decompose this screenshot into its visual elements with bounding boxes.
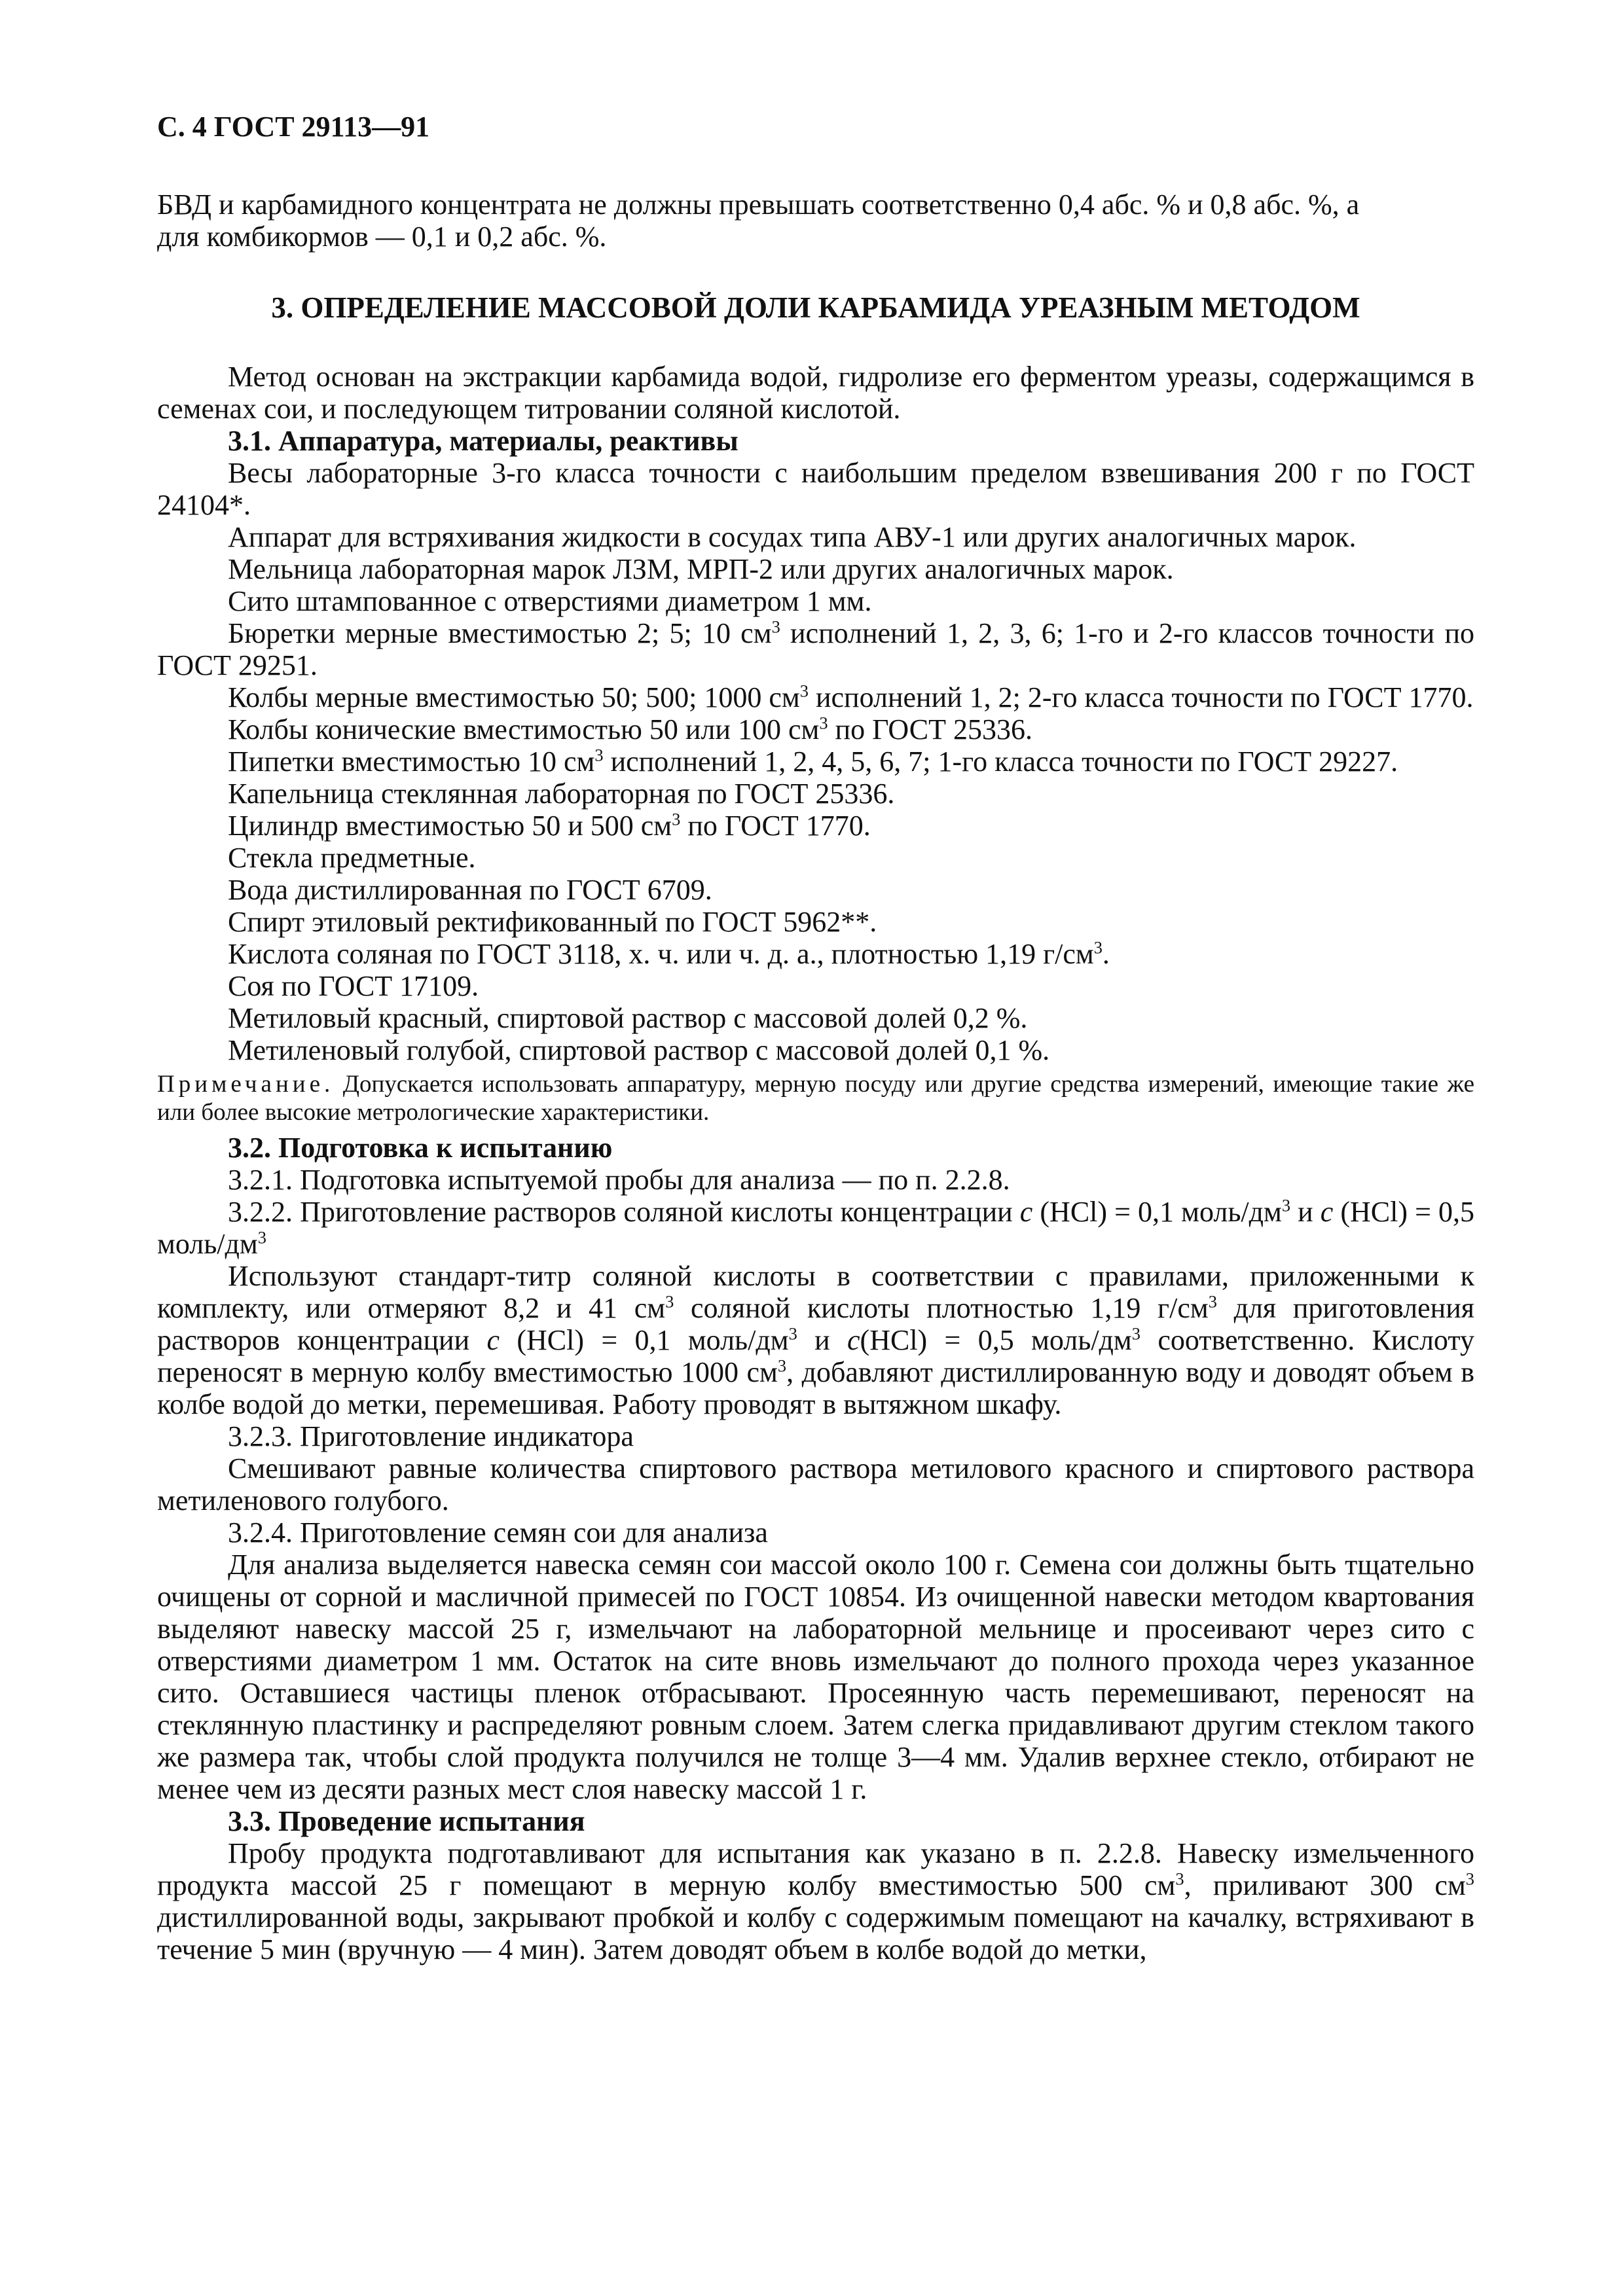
equipment-item: Весы лабораторные 3-го класса точности с наибольшим пределом взвешивания 200 г по ГОСТ 24104*. — [157, 457, 1474, 521]
equipment-item: Колбы конические вместимостью 50 или 100 $см^3$ по ГОСТ 25336. — [228, 713, 1032, 745]
equipment-item: Метиловый красный, спиртовой раствор с массовой долей 0,2 %. — [228, 1002, 1028, 1034]
note-paragraph — [157, 1070, 1474, 1126]
method-paragraph: Метод основан на экстракции карбамида водой, гидролизе его ферментом уреазы, содержащимся в семенах сои, и последующем титровании соляной кислотой. — [157, 361, 1474, 425]
clause-3-2-2-text: Используют стандарт-титр соляной кислоты в соответствии с правилами, приложенными к комплекту, или отмеряют 8,2 и 41 $см^3$ соляной кислоты плотностью 1,19 $г/см^3$ для приготовления растворов концентрации c (HCl) = 0,1 моль/$дм^3$ и c(HCl) = 0,5 моль/$дм^3$ соответственно. Кислоту переносят в мерную колбу вместимостью 1000 $см^3$, добавляют дистиллированную воду и доводят объем в колбе водой до метки, перемешивая. Работу проводят в вытяжном шкафу. — [157, 1260, 1475, 1420]
page-header: С. 4 ГОСТ 29113—91 — [157, 111, 430, 143]
note-label: Примечание. — [157, 1071, 335, 1098]
equipment-item: Соя по ГОСТ 17109. — [228, 970, 479, 1002]
clause-3-2-2: 3.2.2. Приготовление растворов соляной кислоты концентрации c (HCl) = 0,1 моль/$дм^3$ и c (HCl) = 0,5 моль/$дм^3$ — [157, 1195, 1475, 1260]
equipment-item: Кислота соляная по ГОСТ 3118, х. ч. или ч. д. а., плотностью 1,19 $г/см^3$. — [228, 937, 1110, 970]
clause-3-2-3-text: Смешивают равные количества спиртового раствора метилового красного и спиртового раствора метиленового голубого. — [157, 1452, 1474, 1516]
equipment-item: Метиленовый голубой, спиртовой раствор с массовой долей 0,1 %. — [228, 1034, 1050, 1066]
intro-line-1: БВД и карбамидного концентрата не должны превышать соответственно 0,4 абс. % и 0,8 абс. %, а — [157, 188, 1360, 221]
clause-3-2-1: 3.2.1. Подготовка испытуемой пробы для анализа — по п. 2.2.8. — [228, 1164, 1010, 1196]
equipment-item: Колбы мерные вместимостью 50; 500; 1000 $см^3$ исполнений 1, 2; 2-го класса точности по ГОСТ 1770. — [228, 681, 1474, 713]
section-3-1-title: 3.1. Аппаратура, материалы, реактивы — [228, 425, 739, 457]
page-content — [157, 188, 1474, 1965]
equipment-item: Вода дистиллированная по ГОСТ 6709. — [228, 874, 712, 906]
clause-3-3-text: Пробу продукта подготавливают для испытания как указано в п. 2.2.8. Навеску измельченного продукта массой 25 г помещают в мерную колбу вместимостью 500 $см^3$, приливают 300 $см^3$ дистиллированной воды, закрывают пробкой и колбу с содержимым помещают на качалку, встряхивают в течение 5 мин (вручную — 4 мин). Затем доводят объем в колбе водой до метки, — [157, 1837, 1474, 1965]
note-text: Допускается использовать аппаратуру, мерную посуду или другие средства измерений, имеющие такие же или более высокие метрологические характеристики. — [157, 1071, 1474, 1126]
clause-3-2-3: 3.2.3. Приготовление индикатора — [228, 1420, 634, 1452]
clause-3-2-4: 3.2.4. Приготовление семян сои для анализа — [228, 1516, 768, 1549]
section-3-3-title: 3.3. Проведение испытания — [228, 1805, 585, 1837]
equipment-item: Бюретки мерные вместимостью 2; 5; 10 $см^3$ исполнений 1, 2, 3, 6; 1-го и 2-го классов точности по ГОСТ 29251. — [157, 617, 1474, 681]
section-3-2-title: 3.2. Подготовка к испытанию — [228, 1132, 613, 1164]
section-3-title: 3. ОПРЕДЕЛЕНИЕ МАССОВОЙ ДОЛИ КАРБАМИДА УРЕАЗНЫМ МЕТОДОМ — [271, 291, 1360, 324]
equipment-item: Сито штампованное с отверстиями диаметром 1 мм. — [228, 585, 872, 617]
equipment-item: Стекла предметные. — [228, 842, 476, 874]
equipment-item: Спирт этиловый ректификованный по ГОСТ 5962**. — [228, 906, 877, 938]
intro-line-2: для комбикормов — 0,1 и 0,2 абс. %. — [157, 221, 607, 253]
equipment-item: Пипетки вместимостью 10 $см^3$ исполнений 1, 2, 4, 5, 6, 7; 1-го класса точности по ГОСТ 29227. — [228, 745, 1398, 778]
clause-3-2-4-text: Для анализа выделяется навеска семян сои массой около 100 г. Семена сои должны быть тщательно очищены от сорной и масличной примесей по ГОСТ 10854. Из очищенной навески методом квартования выделяют навеску массой 25 г, измельчают на лабораторной мельнице и просеивают через сито с отверстиями диаметром 1 мм. Остаток на сите вновь измельчают до полного прохода через указанное сито. Оставшиеся частицы пленок отбрасывают. Просеянную часть перемешивают, переносят на стеклянную пластинку и распределяют ровным слоем. Затем слегка придавливают другим стеклом такого же размера так, чтобы слой продукта получился не толще 3—4 мм. Удалив верхнее стекло, отбирают не менее чем из десяти разных мест слоя навеску массой 1 г. — [157, 1549, 1474, 1805]
equipment-item: Аппарат для встряхивания жидкости в сосудах типа АВУ-1 или других аналогичных марок. — [228, 521, 1357, 553]
equipment-item: Цилиндр вместимостью 50 и 500 $см^3$ по ГОСТ 1770. — [228, 809, 871, 842]
equipment-item: Мельница лабораторная марок ЛЗМ, МРП-2 или других аналогичных марок. — [228, 553, 1174, 585]
equipment-item: Капельница стеклянная лабораторная по ГОСТ 25336. — [228, 778, 895, 810]
